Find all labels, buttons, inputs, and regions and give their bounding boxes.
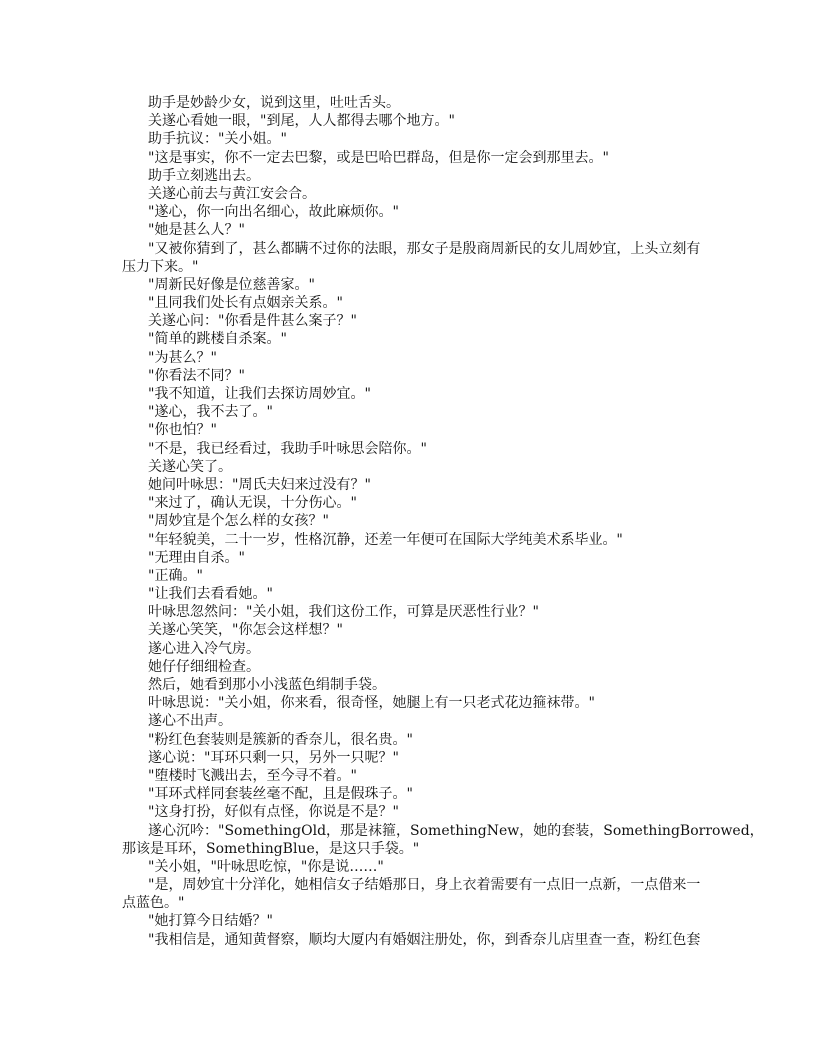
paragraph-line: 关遂心前去与黄江安会合。 <box>148 185 316 202</box>
paragraph-line: "为甚么？" <box>148 349 217 366</box>
paragraph <box>122 94 716 112</box>
paragraph-line: "是，周妙宜十分洋化，她相信女子结婚那日，身上衣着需要有一点旧一点新，一点借来一 <box>148 877 701 894</box>
paragraph-line: 叶咏思说："关小姐，你来看，很奇怪，她腿上有一只老式花边箍袜带。" <box>148 695 595 712</box>
paragraph <box>122 931 716 949</box>
paragraph <box>122 749 716 767</box>
paragraph-line: "关小姐，"叶咏思吃惊，"你是说……" <box>148 858 384 875</box>
paragraph-line: "你看法不同？" <box>148 367 245 384</box>
paragraph-line: 遂心进入冷气房。 <box>148 640 260 657</box>
paragraph-line: "我相信是，通知黄督察，顺均大厦内有婚姻注册处，你，到香奈儿店里查一查，粉红色套 <box>148 931 701 948</box>
paragraph-line: 助手立刻逃出去。 <box>148 167 260 184</box>
paragraph <box>122 130 716 148</box>
paragraph <box>122 403 716 421</box>
paragraph-line: 压力下来。" <box>122 258 199 275</box>
paragraph <box>122 676 716 694</box>
paragraph <box>122 694 716 712</box>
paragraph-line: "这身打扮，好似有点怪，你说是不是？" <box>148 804 399 821</box>
paragraph <box>122 549 716 567</box>
paragraph <box>122 585 716 603</box>
paragraph-line: 遂心说："耳环只剩一只，另外一只呢？" <box>148 749 399 766</box>
paragraph <box>122 603 716 621</box>
paragraph <box>122 203 716 221</box>
paragraph-line: "遂心，我不去了。" <box>148 404 273 421</box>
paragraph-line: "堕楼时飞溅出去，至今寻不着。" <box>148 767 357 784</box>
paragraph-line: "耳环式样同套装丝毫不配，且是假珠子。" <box>148 786 413 803</box>
paragraph <box>122 621 716 639</box>
paragraph <box>122 349 716 367</box>
paragraph <box>122 785 716 803</box>
paragraph-line: 助手是妙龄少女，说到这里，吐吐舌头。 <box>148 95 400 111</box>
paragraph-line: "简单的跳楼自杀案。" <box>148 331 287 348</box>
paragraph <box>122 876 716 912</box>
paragraph <box>122 367 716 385</box>
paragraph-line: 然后，她看到那小小浅蓝色绢制手袋。 <box>148 677 386 693</box>
paragraph <box>122 385 716 403</box>
paragraph-line: "这是事实，你不一定去巴黎，或是巴哈巴群岛，但是你一定会到那里去。" <box>148 149 609 166</box>
paragraph <box>122 658 716 676</box>
paragraph <box>122 822 764 858</box>
paragraph-line: 关遂心看她一眼，"到尾，人人都得去哪个地方。" <box>148 113 455 130</box>
paragraph <box>122 276 716 294</box>
paragraph-line: "不是，我已经看过，我助手叶咏思会陪你。" <box>148 440 427 457</box>
paragraph <box>122 312 716 330</box>
paragraph <box>122 476 716 494</box>
paragraph <box>122 640 716 658</box>
paragraph <box>122 912 716 930</box>
body-text <box>122 94 764 949</box>
paragraph <box>122 512 716 530</box>
paragraph-line: 叶咏思忽然问："关小姐，我们这份工作，可算是厌恶性行业？" <box>148 604 539 621</box>
paragraph-line: 关遂心问："你看是件甚么案子？" <box>148 313 357 330</box>
paragraph <box>122 458 716 476</box>
paragraph <box>122 221 716 239</box>
paragraph-line: "你也怕？" <box>148 422 217 439</box>
paragraph-line: "她是甚么人？" <box>148 222 245 239</box>
paragraph <box>122 858 716 876</box>
paragraph <box>122 185 716 203</box>
paragraph-line: "正确。" <box>148 567 203 584</box>
paragraph-line: 遂心不出声。 <box>148 713 232 730</box>
paragraph-line: "她打算今日结婚？" <box>148 913 273 930</box>
paragraph-line: 她问叶咏思："周氏夫妇来过没有？" <box>148 476 371 493</box>
paragraph <box>122 294 716 312</box>
paragraph-line: "粉红色套装则是簇新的香奈儿，很名贵。" <box>148 731 413 748</box>
paragraph <box>122 167 716 185</box>
paragraph <box>122 767 716 785</box>
paragraph-line: "周新民好像是位慈善家。" <box>148 276 315 293</box>
paragraph-line: 点蓝色。" <box>122 895 185 912</box>
paragraph-line: 助手抗议："关小姐。" <box>148 131 287 148</box>
paragraph-line: 那该是耳环，SomethingBlue，是这只手袋。" <box>122 840 420 857</box>
paragraph-line: "且同我们处长有点姻亲关系。" <box>148 295 343 312</box>
paragraph-line: 遂心沉吟："SomethingOld，那是袜箍，SomethingNew，她的套装，SomethingBorrowed， <box>148 822 764 839</box>
paragraph <box>122 240 716 276</box>
paragraph <box>122 731 716 749</box>
paragraph <box>122 531 716 549</box>
paragraph <box>122 112 716 130</box>
paragraph-line: "我不知道，让我们去探访周妙宜。" <box>148 386 371 402</box>
paragraph-line: "又被你猜到了，甚么都瞒不过你的法眼，那女子是殷商周新民的女儿周妙宜，上头立刻有 <box>148 240 701 257</box>
paragraph <box>122 712 716 730</box>
paragraph <box>122 440 716 458</box>
paragraph <box>122 330 716 348</box>
paragraph <box>122 803 716 821</box>
paragraph-line: "来过了，确认无误，十分伤心。" <box>148 495 357 512</box>
paragraph-line: 关遂心笑笑，"你怎会这样想？" <box>148 622 343 639</box>
paragraph-line: 她仔仔细细检查。 <box>148 658 260 675</box>
paragraph-line: 关遂心笑了。 <box>148 458 232 475</box>
paragraph-line: "让我们去看看她。" <box>148 586 273 603</box>
paragraph <box>122 494 716 512</box>
paragraph-line: "遂心，你一向出名细心，故此麻烦你。" <box>148 204 399 221</box>
paragraph <box>122 421 716 439</box>
paragraph <box>122 567 716 585</box>
paragraph-line: "无理由自杀。" <box>148 549 245 566</box>
paragraph-line: "年轻貌美，二十一岁，性格沉静，还差一年便可在国际大学纯美术系毕业。" <box>148 531 623 548</box>
paragraph <box>122 149 716 167</box>
paragraph-line: "周妙宜是个怎么样的女孩？" <box>148 513 329 530</box>
